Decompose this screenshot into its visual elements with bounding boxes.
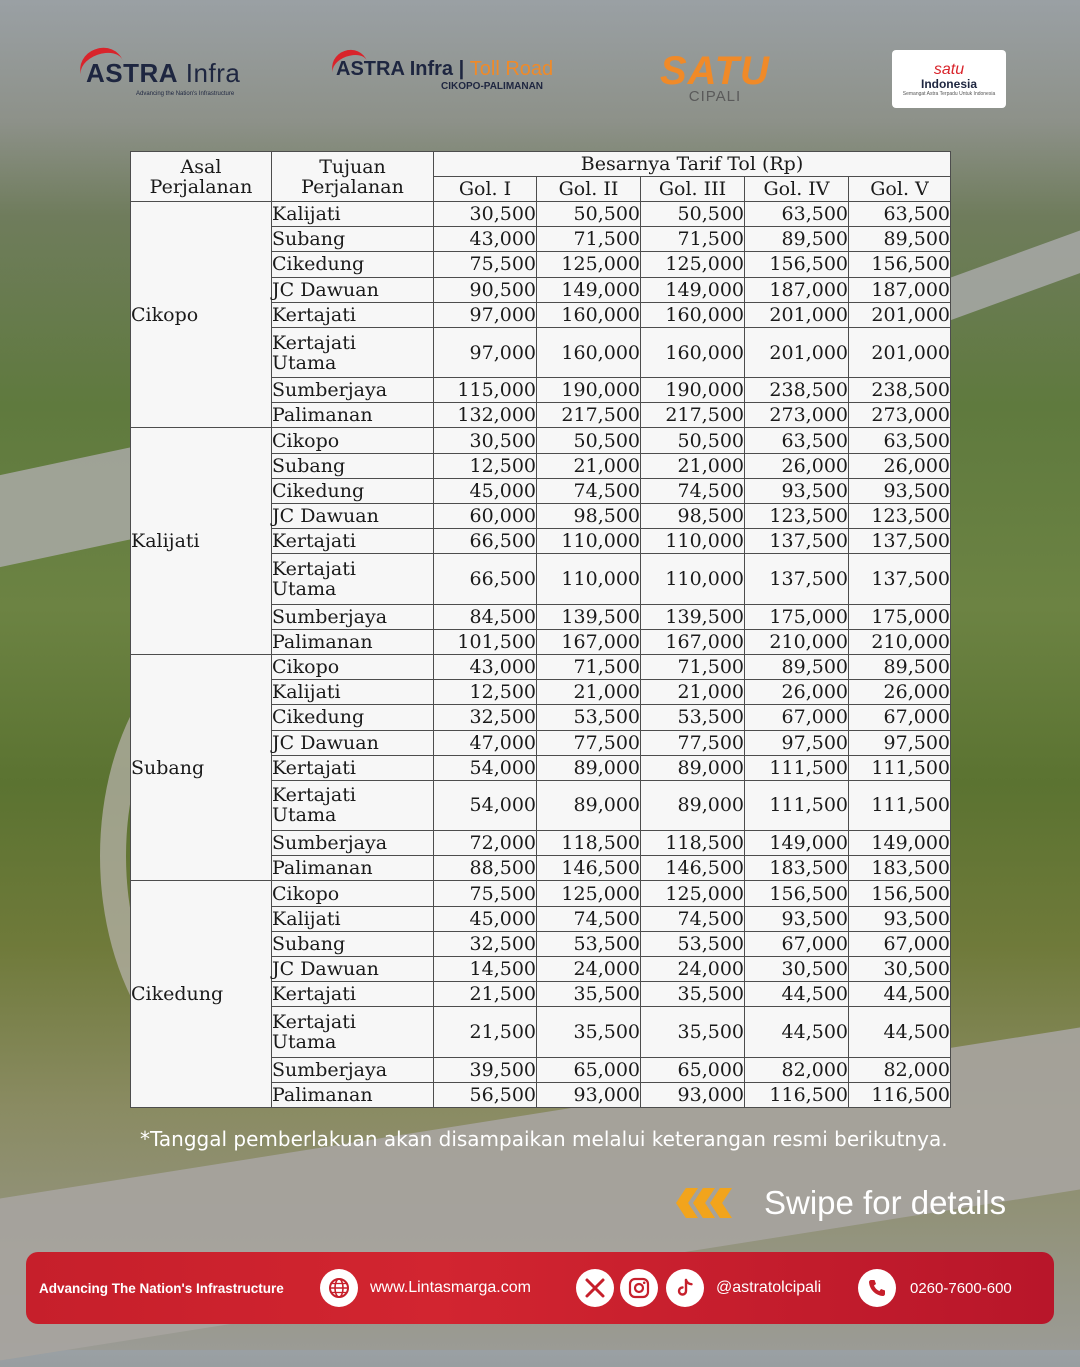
tariff-cell-gol-4: 210,000 <box>745 629 849 654</box>
tariff-cell-gol-2: 98,500 <box>537 504 641 529</box>
tariff-cell-gol-5: 238,500 <box>849 378 951 403</box>
tariff-cell-gol-3: 149,000 <box>641 277 745 302</box>
phone-number[interactable]: 0260-7600-600 <box>910 1279 1012 1297</box>
tariff-cell-gol-1: 88,500 <box>434 856 537 881</box>
tariff-cell-gol-5: 149,000 <box>849 831 951 856</box>
x-icon[interactable] <box>576 1269 614 1307</box>
tariff-cell-gol-5: 67,000 <box>849 705 951 730</box>
destination-cell: Palimanan <box>272 403 434 428</box>
phone-icon[interactable] <box>858 1269 896 1307</box>
destination-cell: Kalijati <box>272 202 434 227</box>
tariff-cell-gol-3: 98,500 <box>641 504 745 529</box>
tariff-cell-gol-3: 74,500 <box>641 906 745 931</box>
tariff-cell-gol-5: 123,500 <box>849 504 951 529</box>
tariff-cell-gol-5: 137,500 <box>849 529 951 554</box>
tariff-cell-gol-1: 54,000 <box>434 755 537 780</box>
tariff-cell-gol-5: 26,000 <box>849 680 951 705</box>
tariff-cell-gol-1: 12,500 <box>434 680 537 705</box>
tariff-cell-gol-3: 118,500 <box>641 831 745 856</box>
tariff-cell-gol-2: 35,500 <box>537 1007 641 1057</box>
tariff-cell-gol-3: 89,000 <box>641 755 745 780</box>
destination-cell: Kertajati <box>272 529 434 554</box>
destination-cell: Cikedung <box>272 705 434 730</box>
tariff-cell-gol-1: 32,500 <box>434 705 537 730</box>
tariff-cell-gol-5: 111,500 <box>849 755 951 780</box>
destination-cell: JC Dawuan <box>272 730 434 755</box>
tariff-cell-gol-5: 93,500 <box>849 906 951 931</box>
destination-cell: Kertajati Utama <box>272 554 434 604</box>
destination-cell: Cikopo <box>272 654 434 679</box>
satu-logo-text: SATU <box>660 49 770 93</box>
destination-cell: JC Dawuan <box>272 277 434 302</box>
tariff-cell-gol-3: 146,500 <box>641 856 745 881</box>
tariff-cell-gol-1: 66,500 <box>434 529 537 554</box>
social-handle[interactable]: @astratolcipali <box>716 1279 822 1296</box>
tariff-cell-gol-4: 201,000 <box>745 327 849 377</box>
tariff-cell-gol-3: 160,000 <box>641 302 745 327</box>
tariff-cell-gol-4: 201,000 <box>745 302 849 327</box>
destination-cell: Palimanan <box>272 856 434 881</box>
astra-logo-name: ASTRA <box>86 58 179 88</box>
astra-logo-name2: Infra <box>185 58 241 88</box>
tariff-cell-gol-2: 21,000 <box>537 680 641 705</box>
cipali-logo-text: CIPALI <box>688 88 742 105</box>
tariff-cell-gol-3: 93,000 <box>641 1082 745 1107</box>
tariff-cell-gol-4: 44,500 <box>745 982 849 1007</box>
tariff-cell-gol-5: 156,500 <box>849 881 951 906</box>
tariff-cell-gol-1: 30,500 <box>434 202 537 227</box>
tariff-cell-gol-3: 65,000 <box>641 1057 745 1082</box>
tariff-cell-gol-5: 67,000 <box>849 931 951 956</box>
tariff-cell-gol-2: 125,000 <box>537 252 641 277</box>
tariff-cell-gol-4: 111,500 <box>745 780 849 830</box>
triple-chevron-left-icon <box>676 1184 732 1222</box>
origin-cell: Cikedung <box>131 881 272 1108</box>
tariff-cell-gol-1: 54,000 <box>434 780 537 830</box>
swipe-hint[interactable] <box>676 1184 1006 1222</box>
tariff-cell-gol-5: 63,500 <box>849 202 951 227</box>
tariff-cell-gol-5: 137,500 <box>849 554 951 604</box>
tariff-cell-gol-2: 71,500 <box>537 654 641 679</box>
tariff-cell-gol-2: 160,000 <box>537 302 641 327</box>
tariff-cell-gol-4: 149,000 <box>745 831 849 856</box>
tariff-cell-gol-2: 24,000 <box>537 957 641 982</box>
tariff-cell-gol-4: 67,000 <box>745 931 849 956</box>
tariff-cell-gol-1: 12,500 <box>434 453 537 478</box>
tariff-cell-gol-2: 21,000 <box>537 453 641 478</box>
tariff-cell-gol-1: 72,000 <box>434 831 537 856</box>
destination-cell: JC Dawuan <box>272 957 434 982</box>
tariff-cell-gol-1: 75,500 <box>434 252 537 277</box>
tariff-cell-gol-4: 111,500 <box>745 755 849 780</box>
tariff-cell-gol-5: 63,500 <box>849 428 951 453</box>
table-row <box>131 202 951 227</box>
tariff-cell-gol-4: 93,500 <box>745 478 849 503</box>
tariff-cell-gol-2: 74,500 <box>537 906 641 931</box>
destination-cell: Sumberjaya <box>272 604 434 629</box>
tariff-cell-gol-5: 30,500 <box>849 957 951 982</box>
destination-cell: Kertajati Utama <box>272 780 434 830</box>
tariff-cell-gol-4: 63,500 <box>745 202 849 227</box>
tariff-cell-gol-1: 32,500 <box>434 931 537 956</box>
tariff-cell-gol-1: 97,000 <box>434 302 537 327</box>
tariff-cell-gol-2: 77,500 <box>537 730 641 755</box>
tariff-cell-gol-5: 273,000 <box>849 403 951 428</box>
tariff-cell-gol-5: 116,500 <box>849 1082 951 1107</box>
globe-icon[interactable] <box>320 1269 358 1307</box>
tariff-cell-gol-4: 44,500 <box>745 1007 849 1057</box>
tariff-cell-gol-5: 156,500 <box>849 252 951 277</box>
tariff-cell-gol-3: 139,500 <box>641 604 745 629</box>
tariff-cell-gol-3: 190,000 <box>641 378 745 403</box>
website-link[interactable]: www.Lintasmarga.com <box>370 1279 531 1296</box>
tariff-cell-gol-2: 139,500 <box>537 604 641 629</box>
destination-cell: Kertajati Utama <box>272 1007 434 1057</box>
destination-cell: Sumberjaya <box>272 831 434 856</box>
astra-infra-logo <box>86 58 240 97</box>
header-gol-4: Gol. IV <box>745 177 849 202</box>
tariff-cell-gol-4: 89,500 <box>745 654 849 679</box>
tariff-cell-gol-1: 21,500 <box>434 1007 537 1057</box>
destination-cell: Subang <box>272 453 434 478</box>
astra-toll-sub: CIKOPO-PALIMANAN <box>441 81 544 92</box>
tariff-cell-gol-1: 14,500 <box>434 957 537 982</box>
tariff-table-container <box>130 151 950 1108</box>
tariff-cell-gol-3: 71,500 <box>641 654 745 679</box>
tariff-cell-gol-2: 71,500 <box>537 227 641 252</box>
satu-indonesia-logo <box>892 50 1006 108</box>
tariff-cell-gol-1: 45,000 <box>434 478 537 503</box>
table-row <box>131 881 951 906</box>
origin-cell: Cikopo <box>131 202 272 428</box>
tariff-cell-gol-2: 110,000 <box>537 554 641 604</box>
tariff-cell-gol-3: 35,500 <box>641 982 745 1007</box>
tariff-cell-gol-1: 115,000 <box>434 378 537 403</box>
tariff-cell-gol-1: 60,000 <box>434 504 537 529</box>
tiktok-icon[interactable] <box>666 1269 704 1307</box>
satu-cipali-logo <box>660 49 770 105</box>
tariff-cell-gol-1: 45,000 <box>434 906 537 931</box>
tariff-cell-gol-4: 67,000 <box>745 705 849 730</box>
tariff-cell-gol-1: 97,000 <box>434 327 537 377</box>
tariff-cell-gol-3: 167,000 <box>641 629 745 654</box>
astra-logo-tagline: Advancing the Nation's Infrastructure <box>136 91 235 97</box>
destination-cell: Subang <box>272 227 434 252</box>
tariff-cell-gol-4: 30,500 <box>745 957 849 982</box>
tariff-cell-gol-2: 65,000 <box>537 1057 641 1082</box>
header-tujuan: Tujuan Perjalanan <box>272 152 434 202</box>
tariff-cell-gol-4: 156,500 <box>745 881 849 906</box>
tariff-table-body <box>131 202 951 1108</box>
tariff-cell-gol-4: 273,000 <box>745 403 849 428</box>
origin-cell: Kalijati <box>131 428 272 654</box>
tariff-cell-gol-4: 93,500 <box>745 906 849 931</box>
tariff-cell-gol-5: 44,500 <box>849 1007 951 1057</box>
tariff-cell-gol-4: 137,500 <box>745 529 849 554</box>
destination-cell: Cikopo <box>272 881 434 906</box>
tariff-cell-gol-3: 53,500 <box>641 931 745 956</box>
tariff-cell-gol-5: 201,000 <box>849 327 951 377</box>
tariff-cell-gol-1: 30,500 <box>434 428 537 453</box>
destination-cell: Cikedung <box>272 252 434 277</box>
tariff-cell-gol-1: 43,000 <box>434 654 537 679</box>
tariff-cell-gol-2: 53,500 <box>537 705 641 730</box>
tariff-cell-gol-2: 89,000 <box>537 780 641 830</box>
tariff-cell-gol-2: 89,000 <box>537 755 641 780</box>
tariff-cell-gol-3: 125,000 <box>641 252 745 277</box>
tariff-cell-gol-5: 97,500 <box>849 730 951 755</box>
tariff-cell-gol-5: 210,000 <box>849 629 951 654</box>
tariff-cell-gol-4: 63,500 <box>745 428 849 453</box>
tariff-cell-gol-3: 35,500 <box>641 1007 745 1057</box>
destination-cell: Sumberjaya <box>272 378 434 403</box>
tariff-cell-gol-4: 156,500 <box>745 252 849 277</box>
tariff-cell-gol-2: 110,000 <box>537 529 641 554</box>
tariff-cell-gol-5: 183,500 <box>849 856 951 881</box>
tariff-cell-gol-3: 110,000 <box>641 554 745 604</box>
tariff-cell-gol-2: 53,500 <box>537 931 641 956</box>
satu-indonesia-a: satu <box>933 60 965 78</box>
destination-cell: Cikedung <box>272 478 434 503</box>
destination-cell: Kertajati Utama <box>272 327 434 377</box>
tariff-cell-gol-2: 118,500 <box>537 831 641 856</box>
destination-cell: JC Dawuan <box>272 504 434 529</box>
tariff-cell-gol-5: 44,500 <box>849 982 951 1007</box>
logo-bar <box>0 50 1080 120</box>
destination-cell: Kertajati <box>272 982 434 1007</box>
swipe-label: Swipe for details <box>764 1184 1007 1221</box>
header-gol-1: Gol. I <box>434 177 537 202</box>
tariff-cell-gol-2: 160,000 <box>537 327 641 377</box>
tariff-cell-gol-2: 93,000 <box>537 1082 641 1107</box>
satu-indonesia-c: Semangat Astra Terpadu Untuk Indonesia <box>902 90 996 97</box>
astra-swoosh-icon <box>327 45 372 89</box>
instagram-icon[interactable] <box>620 1269 658 1307</box>
header-gol-2: Gol. II <box>537 177 641 202</box>
tariff-cell-gol-2: 149,000 <box>537 277 641 302</box>
tariff-cell-gol-1: 21,500 <box>434 982 537 1007</box>
tariff-cell-gol-2: 167,000 <box>537 629 641 654</box>
tariff-cell-gol-4: 175,000 <box>745 604 849 629</box>
tariff-cell-gol-5: 175,000 <box>849 604 951 629</box>
tariff-cell-gol-3: 53,500 <box>641 705 745 730</box>
tariff-cell-gol-4: 89,500 <box>745 227 849 252</box>
astra-toll-label: Toll Road <box>469 58 554 80</box>
tariff-cell-gol-5: 93,500 <box>849 478 951 503</box>
tariff-cell-gol-3: 110,000 <box>641 529 745 554</box>
tariff-cell-gol-5: 26,000 <box>849 453 951 478</box>
tariff-cell-gol-1: 43,000 <box>434 227 537 252</box>
tariff-cell-gol-2: 146,500 <box>537 856 641 881</box>
destination-cell: Sumberjaya <box>272 1057 434 1082</box>
tariff-cell-gol-3: 50,500 <box>641 428 745 453</box>
origin-cell: Subang <box>131 654 272 880</box>
destination-cell: Subang <box>272 931 434 956</box>
tariff-cell-gol-4: 97,500 <box>745 730 849 755</box>
destination-cell: Kertajati <box>272 755 434 780</box>
tariff-cell-gol-4: 26,000 <box>745 453 849 478</box>
destination-cell: Palimanan <box>272 629 434 654</box>
tariff-cell-gol-2: 74,500 <box>537 478 641 503</box>
table-row <box>131 428 951 453</box>
tariff-cell-gol-2: 190,000 <box>537 378 641 403</box>
footer-slogan: Advancing The Nation's Infrastructure <box>39 1280 284 1296</box>
tariff-cell-gol-3: 24,000 <box>641 957 745 982</box>
tariff-cell-gol-1: 66,500 <box>434 554 537 604</box>
destination-cell: Kalijati <box>272 906 434 931</box>
tariff-cell-gol-3: 89,000 <box>641 780 745 830</box>
tariff-cell-gol-1: 39,500 <box>434 1057 537 1082</box>
tariff-cell-gol-5: 89,500 <box>849 654 951 679</box>
tariff-cell-gol-3: 125,000 <box>641 881 745 906</box>
destination-cell: Cikopo <box>272 428 434 453</box>
tariff-cell-gol-3: 160,000 <box>641 327 745 377</box>
header-tarif: Besarnya Tarif Tol (Rp) <box>434 152 951 177</box>
footer-bar <box>26 1252 1054 1324</box>
tariff-cell-gol-3: 21,000 <box>641 680 745 705</box>
tariff-cell-gol-2: 50,500 <box>537 428 641 453</box>
table-row <box>131 654 951 679</box>
tariff-table <box>130 151 951 1108</box>
tariff-cell-gol-1: 132,000 <box>434 403 537 428</box>
background-road <box>929 217 1080 323</box>
tariff-cell-gol-3: 77,500 <box>641 730 745 755</box>
tariff-cell-gol-1: 75,500 <box>434 881 537 906</box>
tariff-cell-gol-2: 35,500 <box>537 982 641 1007</box>
tariff-cell-gol-5: 111,500 <box>849 780 951 830</box>
tariff-cell-gol-3: 74,500 <box>641 478 745 503</box>
destination-cell: Kalijati <box>272 680 434 705</box>
tariff-cell-gol-1: 84,500 <box>434 604 537 629</box>
tariff-cell-gol-4: 137,500 <box>745 554 849 604</box>
astra-toll-road-logo: ASTRA Infra | Toll Road CIKOPO-PALIMANAN <box>336 58 553 92</box>
tariff-cell-gol-1: 90,500 <box>434 277 537 302</box>
tariff-cell-gol-4: 82,000 <box>745 1057 849 1082</box>
tariff-cell-gol-5: 82,000 <box>849 1057 951 1082</box>
tariff-cell-gol-5: 187,000 <box>849 277 951 302</box>
tariff-cell-gol-3: 50,500 <box>641 202 745 227</box>
tariff-cell-gol-3: 71,500 <box>641 227 745 252</box>
tariff-cell-gol-3: 21,000 <box>641 453 745 478</box>
tariff-cell-gol-4: 123,500 <box>745 504 849 529</box>
destination-cell: Kertajati <box>272 302 434 327</box>
tariff-cell-gol-4: 116,500 <box>745 1082 849 1107</box>
tariff-cell-gol-2: 125,000 <box>537 881 641 906</box>
tariff-cell-gol-3: 217,500 <box>641 403 745 428</box>
tariff-cell-gol-2: 50,500 <box>537 202 641 227</box>
tariff-cell-gol-4: 26,000 <box>745 680 849 705</box>
tariff-cell-gol-2: 217,500 <box>537 403 641 428</box>
header-gol-3: Gol. III <box>641 177 745 202</box>
tariff-cell-gol-4: 187,000 <box>745 277 849 302</box>
tariff-cell-gol-1: 101,500 <box>434 629 537 654</box>
tariff-cell-gol-4: 238,500 <box>745 378 849 403</box>
tariff-cell-gol-1: 47,000 <box>434 730 537 755</box>
effective-date-note: *Tanggal pemberlakuan akan disampaikan melalui keterangan resmi berikutnya. <box>140 1127 948 1151</box>
tariff-cell-gol-4: 183,500 <box>745 856 849 881</box>
header-asal: Asal Perjalanan <box>131 152 272 202</box>
header-gol-5: Gol. V <box>849 177 951 202</box>
satu-indonesia-b: Indonesia <box>920 76 977 91</box>
astra-toll-name: ASTRA Infra <box>336 58 454 80</box>
tariff-cell-gol-5: 201,000 <box>849 302 951 327</box>
destination-cell: Palimanan <box>272 1082 434 1107</box>
tariff-cell-gol-5: 89,500 <box>849 227 951 252</box>
tariff-cell-gol-1: 56,500 <box>434 1082 537 1107</box>
